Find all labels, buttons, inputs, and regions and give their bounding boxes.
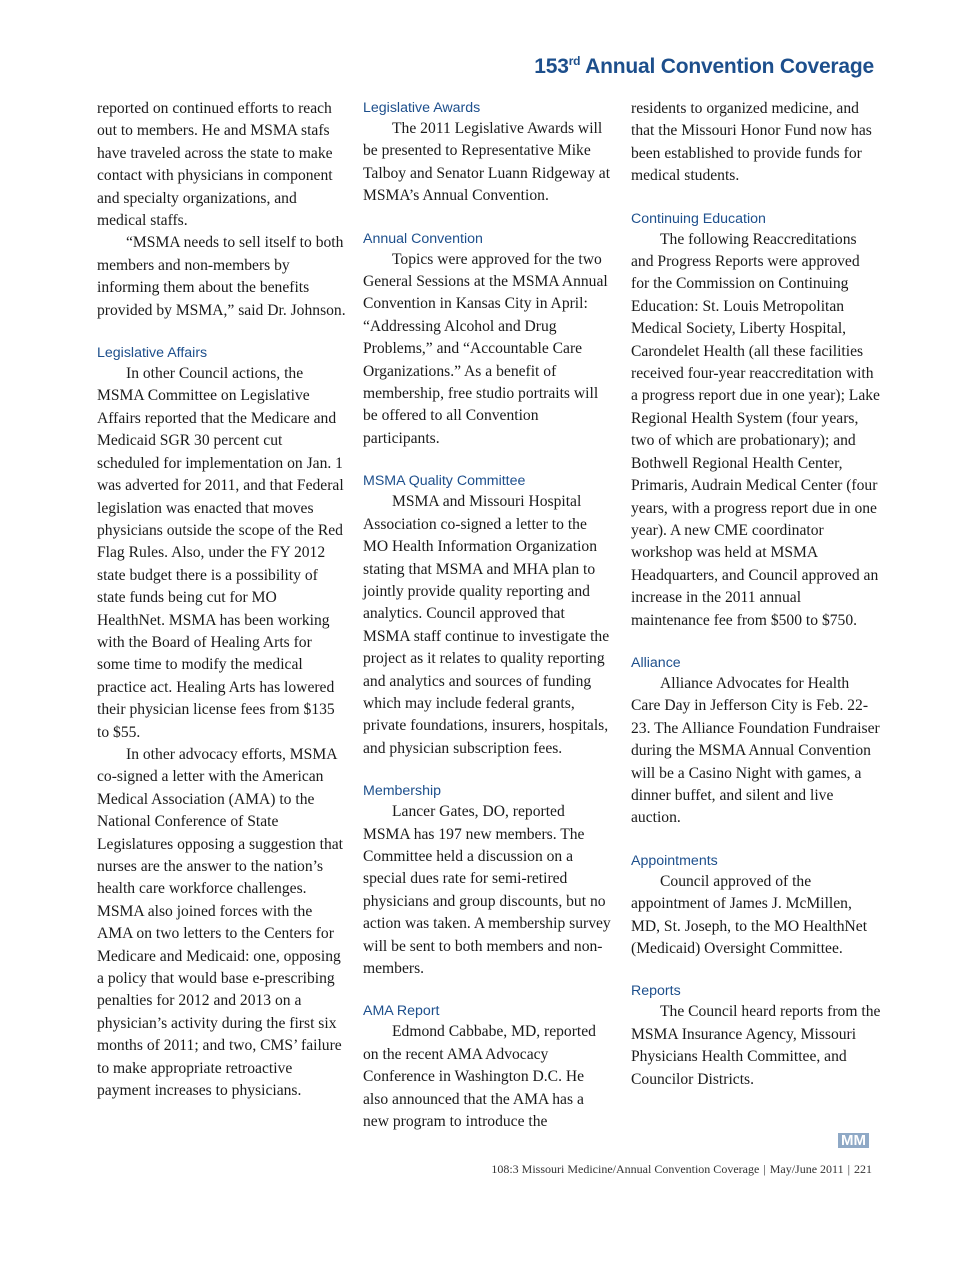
section-heading-continuing-education: Continuing Education — [631, 210, 766, 227]
page-footer — [491, 1162, 872, 1177]
section-heading-appointments: Appointments — [631, 852, 718, 869]
footer-separator: | — [847, 1162, 850, 1176]
header-ordinal-suffix: rd — [568, 54, 581, 68]
column-2 — [363, 98, 613, 1133]
paragraph: The 2011 Legislative Awards will be presented to Representative Mike Talboy and Senator Luann Ridgeway at MSMA’s Annual Convention. — [363, 120, 611, 205]
page-header — [534, 54, 874, 79]
header-ordinal: 153 — [534, 55, 569, 78]
paragraph: The following Reaccreditations and Progress Reports were approved for the Commission on Continuing Education: St. Louis Metropolitan Medical Society, Liberty Hospital, Carondelet Health (all these facilities received four-year reaccreditation with a progress report due in one year); Lake Regional Health System (four years, two of which are probationary); and Bothwell Regional Health Center, Primaris, Audrain Medical Center (four years, with a progress report due in one year). A new CME coordinator workshop was held at MSMA Headquarters, and Council approved an increase in the 2011 annual maintenance fee from $500 to $750. — [631, 230, 880, 629]
paragraph: “MSMA needs to sell itself to both members and non-members by informing them about the benefits provided by MSMA,” said Dr. Johnson. — [97, 234, 346, 319]
paragraph: Alliance Advocates for Health Care Day in Jefferson City is Feb. 22-23. The Alliance Foundation Fundraiser during the MSMA Annual Convention will be a Casino Night with games, a dinner buffet, and silent and live auction. — [631, 674, 880, 827]
footer-separator: | — [763, 1162, 766, 1176]
section-heading-ama-report: AMA Report — [363, 1003, 440, 1020]
paragraph: In other Council actions, the MSMA Committee on Legislative Affairs reported that the Medicare and Medicaid SGR 30 percent cut scheduled for implementation on Jan. 1 was adverted for 2011, and that Federal legislation was enacted that moves physicians outside the scope of the Red Flag Rules. Also, under the FY 2012 state budget there is a possibility of state funds being cut for MO HealthNet. MSMA has been working with the Board of Healing Arts for some time to modify the medical practice act. Healing Arts has lowered their physician license fees from $135 to $55. — [97, 365, 344, 741]
paragraph: Council approved of the appointment of James J. McMillen, MD, St. Joseph, to the MO HealthNet (Medicaid) Oversight Committee. — [631, 872, 868, 957]
footer-date: May/June 2011 — [769, 1162, 844, 1176]
column-1 — [97, 98, 347, 1102]
section-heading-alliance: Alliance — [631, 654, 681, 671]
paragraph: In other advocacy efforts, MSMA co-signed a letter with the American Medical Association (AMA) to the National Conference of State Legislatures opposing a suggestion that nurses are the answer to the nation’s health care workforce challenges. MSMA also joined forces with the AMA on two letters to the Centers for Medicare and Medicaid: one, opposing a policy that would base e-prescribing penalties for 2012 and 2013 on a physician’s activity during the first six months of 2011; and two, CMS’ failure to make appropriate retroactive payment increases to physicians. — [97, 745, 343, 1100]
section-heading-reports: Reports — [631, 983, 681, 1000]
paragraph: residents to organized medicine, and that the Missouri Honor Fund now has been established to provide funds for medical students. — [631, 100, 872, 185]
footer-journal: 108:3 Missouri Medicine/Annual Convention Coverage — [491, 1162, 760, 1176]
section-heading-membership: Membership — [363, 783, 442, 800]
paragraph: Edmond Cabbabe, MD, reported on the recent AMA Advocacy Conference in Washington D.C. He also announced that the AMA has a new program to introduce the — [363, 1023, 596, 1131]
paragraph: Lancer Gates, DO, reported MSMA has 197 new members. The Committee held a discussion on a special dues rate for semi-retired physicians and group discounts, but no action was taken. A membership survey will be sent to both members and non-members. — [363, 803, 611, 977]
footer-page-number: 221 — [854, 1162, 872, 1176]
paragraph: MSMA and Missouri Hospital Association co-signed a letter to the MO Health Information Organization stating that MSMA and MHA plan to jointly provide quality reporting and analytics. Council approved that MSMA staff continue to investigate the project as it relates to quality reporting and analytics and sources of funding which may include federal grants, private foundations, insurers, hospitals, and physician subscription fees. — [363, 493, 610, 757]
paragraph: The Council heard reports from the MSMA Insurance Agency, Missouri Physicians Health Committee, and Councilor Districts. — [631, 1003, 881, 1088]
header-title: Annual Convention Coverage — [585, 55, 874, 78]
paragraph: Topics were approved for the two General Sessions at the MSMA Annual Convention in Kansas City in April: “Addressing Alcohol and Drug Problems,” and “Accountable Care Organizations.” As a benefit of membership, free studio portraits will be offered to all Convention participants. — [363, 250, 608, 447]
section-heading-quality-committee: MSMA Quality Committee — [363, 473, 526, 490]
paragraph: reported on continued efforts to reach out to members. He and MSMA stafs have traveled across the state to make contact with physicians in component and specialty organizations, and medical staffs. — [97, 100, 333, 230]
column-3 — [631, 98, 881, 1091]
section-heading-legislative-awards: Legislative Awards — [363, 100, 481, 116]
end-of-article-mark: MM — [838, 1133, 869, 1148]
section-heading-annual-convention: Annual Convention — [363, 230, 483, 247]
section-heading-legislative-affairs: Legislative Affairs — [97, 345, 208, 362]
